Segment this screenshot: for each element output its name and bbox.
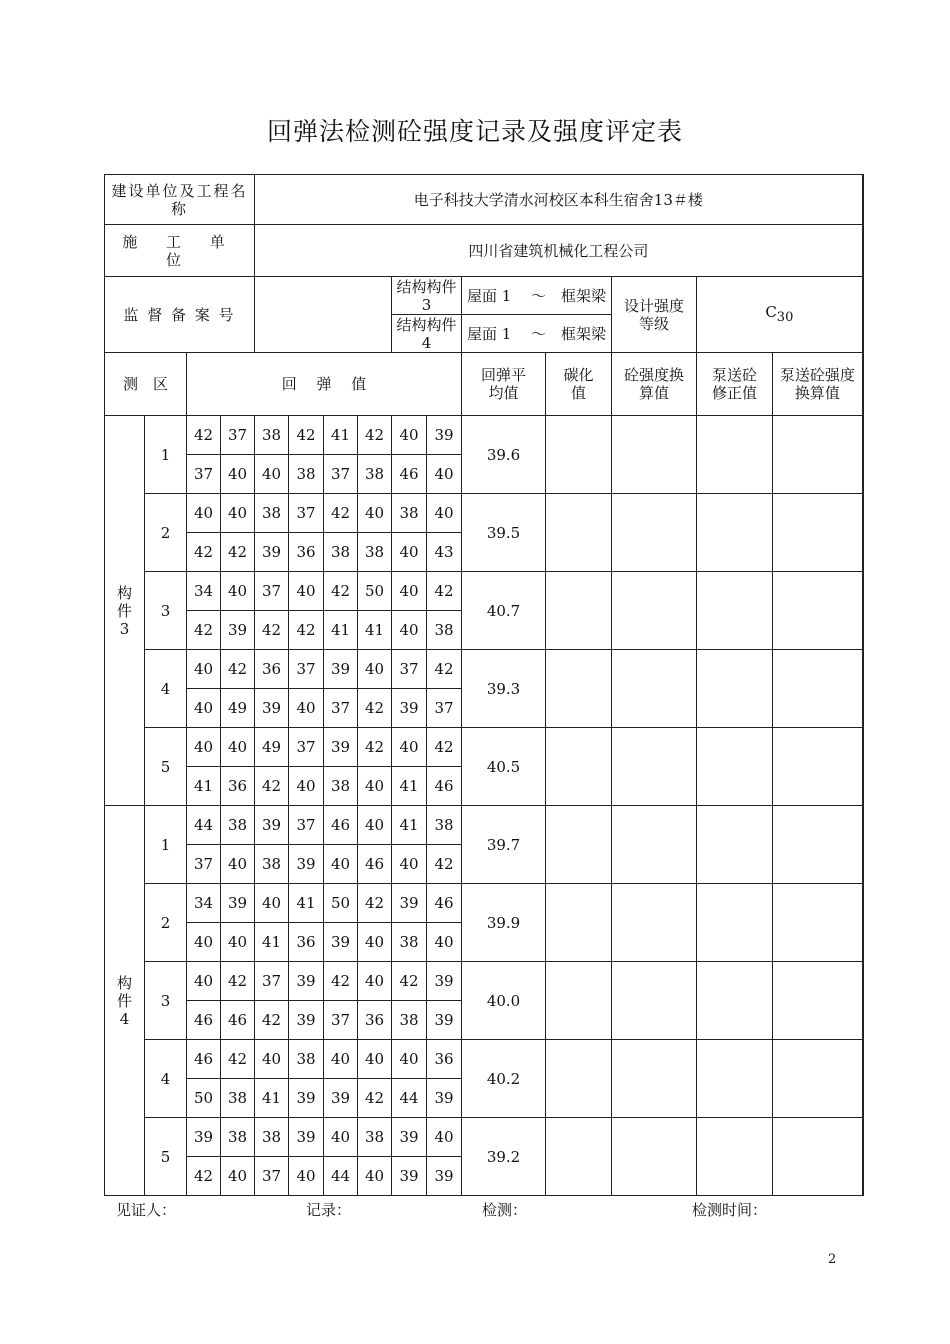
rebound-value: 40	[427, 1118, 462, 1157]
zone-number: 1	[145, 806, 187, 884]
rebound-value: 39	[392, 1118, 427, 1157]
rebound-value: 42	[289, 611, 324, 650]
rebound-value: 46	[427, 767, 462, 806]
rebound-value: 40	[392, 845, 427, 884]
rebound-value: 37	[255, 1157, 289, 1196]
rebound-value: 39	[289, 845, 324, 884]
rebound-value: 40	[221, 1157, 255, 1196]
pump-corr-header: 泵送砼修正值	[697, 353, 773, 416]
pump-strength-cell	[773, 650, 863, 728]
rebound-value: 42	[324, 572, 358, 611]
rebound-value: 42	[221, 1040, 255, 1079]
rebound-value: 46	[221, 1001, 255, 1040]
strength-conversion-cell	[612, 1118, 697, 1196]
rebound-value: 46	[427, 884, 462, 923]
rebound-average: 39.2	[462, 1118, 546, 1196]
carbonation-cell	[546, 416, 612, 494]
rebound-value: 42	[358, 884, 392, 923]
rebound-value: 40	[392, 1040, 427, 1079]
rebound-value: 40	[221, 572, 255, 611]
rebound-value: 37	[324, 455, 358, 494]
table-row	[105, 1118, 863, 1157]
member3-label: 结构构件 3	[392, 277, 462, 315]
rebound-value: 41	[289, 884, 324, 923]
design-grade: $C_{30}$	[697, 277, 863, 353]
rebound-value: 36	[255, 650, 289, 689]
rebound-value: 36	[289, 533, 324, 572]
rebound-value: 39	[324, 650, 358, 689]
table-row	[105, 884, 863, 923]
strength-conversion-cell	[612, 494, 697, 572]
rebound-value: 38	[358, 1118, 392, 1157]
zone-number: 1	[145, 416, 187, 494]
rebound-value: 40	[187, 962, 221, 1001]
rebound-average: 39.5	[462, 494, 546, 572]
rebound-value: 40	[289, 767, 324, 806]
strength-conversion-cell	[612, 962, 697, 1040]
rebound-value: 42	[358, 416, 392, 455]
strength-conversion-cell	[612, 572, 697, 650]
rebound-value: 42	[427, 845, 462, 884]
rebound-value: 34	[187, 884, 221, 923]
strength-conversion-cell	[612, 806, 697, 884]
pump-strength-cell	[773, 1040, 863, 1118]
rebound-value: 40	[324, 1040, 358, 1079]
strength-conversion-cell	[612, 1040, 697, 1118]
rebound-value: 39	[255, 533, 289, 572]
rebound-value: 38	[289, 455, 324, 494]
rebound-value: 39	[324, 1079, 358, 1118]
rebound-value: 39	[324, 728, 358, 767]
table-row	[105, 416, 863, 455]
builder-label: 施 工 单 位	[105, 225, 255, 277]
carbonation-cell	[546, 1118, 612, 1196]
pump-correction-cell	[697, 728, 773, 806]
rebound-value: 46	[187, 1001, 221, 1040]
rebound-value: 39	[392, 1157, 427, 1196]
rebound-value: 37	[187, 845, 221, 884]
page-title: 回弹法检测砼强度记录及强度评定表	[266, 117, 683, 146]
strength-conversion-cell	[612, 884, 697, 962]
rebound-value: 37	[221, 416, 255, 455]
carbonation-cell	[546, 1040, 612, 1118]
rebound-value: 40	[427, 923, 462, 962]
rebound-value: 40	[392, 533, 427, 572]
zone-number: 4	[145, 1040, 187, 1118]
rebound-value: 39	[392, 689, 427, 728]
record-table	[104, 174, 864, 1196]
rebound-average: 39.7	[462, 806, 546, 884]
carb-header: 碳化值	[546, 353, 612, 416]
rebound-value: 46	[187, 1040, 221, 1079]
rebound-value: 38	[255, 845, 289, 884]
carbonation-cell	[546, 884, 612, 962]
rebound-value: 39	[289, 1118, 324, 1157]
zone-number: 3	[145, 572, 187, 650]
signature-footer	[0, 1199, 950, 1221]
rebound-value: 36	[289, 923, 324, 962]
rebound-value: 38	[324, 767, 358, 806]
rebound-value: 40	[289, 1157, 324, 1196]
rebound-value: 39	[392, 884, 427, 923]
rebound-value: 37	[289, 494, 324, 533]
strength-conversion-cell	[612, 650, 697, 728]
test-time-label: 检测时间：	[692, 1201, 768, 1219]
rebound-value: 41	[255, 923, 289, 962]
rebound-average: 39.3	[462, 650, 546, 728]
rebound-value: 37	[324, 1001, 358, 1040]
supervision-value	[255, 277, 392, 353]
rebound-value: 38	[221, 1079, 255, 1118]
rebound-value: 38	[392, 1001, 427, 1040]
rebound-value: 38	[427, 806, 462, 845]
rebound-value: 40	[358, 923, 392, 962]
pump-correction-cell	[697, 572, 773, 650]
rebound-value: 40	[255, 1040, 289, 1079]
rebound-value: 40	[392, 416, 427, 455]
rebound-value: 37	[324, 689, 358, 728]
pump-correction-cell	[697, 962, 773, 1040]
rebound-value: 38	[221, 806, 255, 845]
pump-strength-cell	[773, 494, 863, 572]
rebound-value: 42	[187, 416, 221, 455]
rebound-value: 43	[427, 533, 462, 572]
member4-value: 屋面 1 ～ 框架梁	[462, 315, 612, 353]
rebound-value: 41	[255, 1079, 289, 1118]
rebound-value: 40	[187, 494, 221, 533]
zone-number: 2	[145, 494, 187, 572]
rebound-value: 41	[324, 611, 358, 650]
rebound-value: 39	[255, 806, 289, 845]
pump-correction-cell	[697, 884, 773, 962]
rebound-value: 39	[427, 962, 462, 1001]
rebound-value: 42	[221, 533, 255, 572]
project-value: 电子科技大学清水河校区本科生宿舍13＃楼	[255, 175, 863, 225]
rebound-value: 39	[289, 962, 324, 1001]
avg-header: 回弹平均值	[462, 353, 546, 416]
rebound-value: 39	[221, 884, 255, 923]
rebound-value: 37	[187, 455, 221, 494]
rebound-value: 42	[358, 728, 392, 767]
rebound-value: 38	[358, 455, 392, 494]
rebound-value: 37	[289, 650, 324, 689]
rebound-value: 39	[221, 611, 255, 650]
rebound-value: 39	[427, 1001, 462, 1040]
pump-strength-cell	[773, 572, 863, 650]
rebound-value: 39	[427, 1157, 462, 1196]
rebound-value: 38	[392, 923, 427, 962]
rebound-header: 回 弹 值	[187, 353, 462, 416]
pump-correction-cell	[697, 1040, 773, 1118]
rebound-value: 38	[255, 494, 289, 533]
rebound-value: 38	[358, 533, 392, 572]
rebound-value: 42	[289, 416, 324, 455]
rebound-average: 39.9	[462, 884, 546, 962]
rebound-value: 41	[392, 767, 427, 806]
rebound-value: 36	[221, 767, 255, 806]
rebound-value: 50	[324, 884, 358, 923]
rebound-value: 40	[255, 884, 289, 923]
zone-header: 测 区	[105, 353, 187, 416]
rebound-value: 39	[427, 1079, 462, 1118]
table-row	[105, 1040, 863, 1079]
rebound-value: 39	[427, 416, 462, 455]
pump-strength-cell	[773, 806, 863, 884]
rebound-value: 50	[187, 1079, 221, 1118]
rebound-value: 36	[358, 1001, 392, 1040]
rebound-value: 42	[324, 494, 358, 533]
rebound-average: 40.0	[462, 962, 546, 1040]
rebound-value: 42	[255, 611, 289, 650]
rebound-value: 40	[427, 494, 462, 533]
rebound-value: 39	[324, 923, 358, 962]
rebound-value: 40	[221, 455, 255, 494]
table-row	[105, 494, 863, 533]
carbonation-cell	[546, 494, 612, 572]
carbonation-cell	[546, 650, 612, 728]
rebound-value: 42	[324, 962, 358, 1001]
rebound-value: 40	[255, 455, 289, 494]
pump-strength-cell	[773, 962, 863, 1040]
rebound-value: 38	[255, 416, 289, 455]
rebound-value: 42	[358, 1079, 392, 1118]
rebound-value: 42	[187, 611, 221, 650]
rebound-value: 40	[221, 728, 255, 767]
pump-strength-cell	[773, 884, 863, 962]
zone-number: 5	[145, 1118, 187, 1196]
member4-label: 结构构件 4	[392, 315, 462, 353]
strength-conversion-cell	[612, 416, 697, 494]
rebound-value: 40	[358, 1157, 392, 1196]
rebound-value: 46	[392, 455, 427, 494]
rebound-value: 40	[358, 1040, 392, 1079]
rebound-average: 40.7	[462, 572, 546, 650]
rebound-value: 37	[289, 728, 324, 767]
rebound-value: 40	[427, 455, 462, 494]
rebound-value: 50	[358, 572, 392, 611]
rebound-value: 41	[187, 767, 221, 806]
rebound-average: 39.6	[462, 416, 546, 494]
pump-correction-cell	[697, 416, 773, 494]
rebound-value: 40	[221, 923, 255, 962]
rebound-value: 44	[187, 806, 221, 845]
rebound-value: 40	[358, 962, 392, 1001]
rebound-value: 44	[392, 1079, 427, 1118]
strength-conversion-cell	[612, 728, 697, 806]
table-row	[105, 962, 863, 1001]
rebound-value: 40	[221, 494, 255, 533]
member-label: 构 件 3	[105, 416, 145, 806]
rebound-value: 42	[255, 767, 289, 806]
project-label: 建设单位及工程名称	[105, 175, 255, 225]
rebound-value: 42	[427, 728, 462, 767]
page-number: 2	[828, 1252, 837, 1267]
rebound-value: 38	[392, 494, 427, 533]
rebound-value: 40	[187, 728, 221, 767]
carbonation-cell	[546, 572, 612, 650]
rebound-value: 38	[324, 533, 358, 572]
rebound-value: 38	[221, 1118, 255, 1157]
record-label: 记录：	[306, 1201, 352, 1219]
rebound-value: 39	[289, 1079, 324, 1118]
pump-conv-header: 泵送砼强度换算值	[773, 353, 863, 416]
rebound-value: 42	[187, 1157, 221, 1196]
rebound-value: 40	[187, 650, 221, 689]
rebound-value: 40	[187, 923, 221, 962]
rebound-value: 44	[324, 1157, 358, 1196]
rebound-value: 37	[289, 806, 324, 845]
rebound-value: 40	[221, 845, 255, 884]
pump-correction-cell	[697, 1118, 773, 1196]
rebound-value: 40	[187, 689, 221, 728]
table-row	[105, 728, 863, 767]
carbonation-cell	[546, 806, 612, 884]
table-row	[105, 806, 863, 845]
rebound-value: 39	[255, 689, 289, 728]
rebound-value: 37	[255, 962, 289, 1001]
rebound-value: 42	[427, 650, 462, 689]
rebound-value: 38	[289, 1040, 324, 1079]
rebound-value: 34	[187, 572, 221, 611]
rebound-value: 40	[392, 728, 427, 767]
rebound-value: 40	[392, 572, 427, 611]
rebound-value: 42	[358, 689, 392, 728]
rebound-value: 40	[358, 494, 392, 533]
conv-header: 砼强度换算值	[612, 353, 697, 416]
rebound-value: 42	[187, 533, 221, 572]
zone-number: 2	[145, 884, 187, 962]
rebound-value: 49	[221, 689, 255, 728]
rebound-value: 41	[392, 806, 427, 845]
rebound-value: 40	[289, 689, 324, 728]
zone-number: 4	[145, 650, 187, 728]
rebound-value: 36	[427, 1040, 462, 1079]
builder-value: 四川省建筑机械化工程公司	[255, 225, 863, 277]
rebound-value: 42	[221, 650, 255, 689]
rebound-average: 40.2	[462, 1040, 546, 1118]
rebound-value: 39	[289, 1001, 324, 1040]
rebound-value: 46	[324, 806, 358, 845]
carbonation-cell	[546, 728, 612, 806]
rebound-value: 39	[187, 1118, 221, 1157]
pump-correction-cell	[697, 650, 773, 728]
rebound-value: 40	[324, 845, 358, 884]
supervision-label: 监 督 备 案 号	[105, 277, 255, 353]
design-label: 设计强度等级	[612, 277, 697, 353]
rebound-average: 40.5	[462, 728, 546, 806]
rebound-value: 37	[255, 572, 289, 611]
rebound-value: 42	[221, 962, 255, 1001]
zone-number: 3	[145, 962, 187, 1040]
zone-number: 5	[145, 728, 187, 806]
rebound-value: 42	[255, 1001, 289, 1040]
rebound-value: 38	[427, 611, 462, 650]
rebound-value: 41	[324, 416, 358, 455]
test-label: 检测：	[482, 1201, 528, 1219]
rebound-value: 38	[255, 1118, 289, 1157]
rebound-value: 37	[427, 689, 462, 728]
carbonation-cell	[546, 962, 612, 1040]
rebound-value: 37	[392, 650, 427, 689]
rebound-value: 40	[392, 611, 427, 650]
rebound-value: 42	[392, 962, 427, 1001]
rebound-value: 40	[358, 806, 392, 845]
pump-strength-cell	[773, 728, 863, 806]
rebound-value: 46	[358, 845, 392, 884]
rebound-value: 40	[289, 572, 324, 611]
pump-strength-cell	[773, 1118, 863, 1196]
rebound-value: 49	[255, 728, 289, 767]
table-row	[105, 650, 863, 689]
witness-label: 见证人：	[116, 1201, 177, 1219]
pump-correction-cell	[697, 494, 773, 572]
rebound-value: 41	[358, 611, 392, 650]
member-label: 构 件 4	[105, 806, 145, 1196]
member3-value: 屋面 1 ～ 框架梁	[462, 277, 612, 315]
rebound-value: 40	[358, 767, 392, 806]
rebound-value: 40	[358, 650, 392, 689]
pump-strength-cell	[773, 416, 863, 494]
pump-correction-cell	[697, 806, 773, 884]
table-row	[105, 572, 863, 611]
rebound-value: 42	[427, 572, 462, 611]
rebound-value: 40	[324, 1118, 358, 1157]
